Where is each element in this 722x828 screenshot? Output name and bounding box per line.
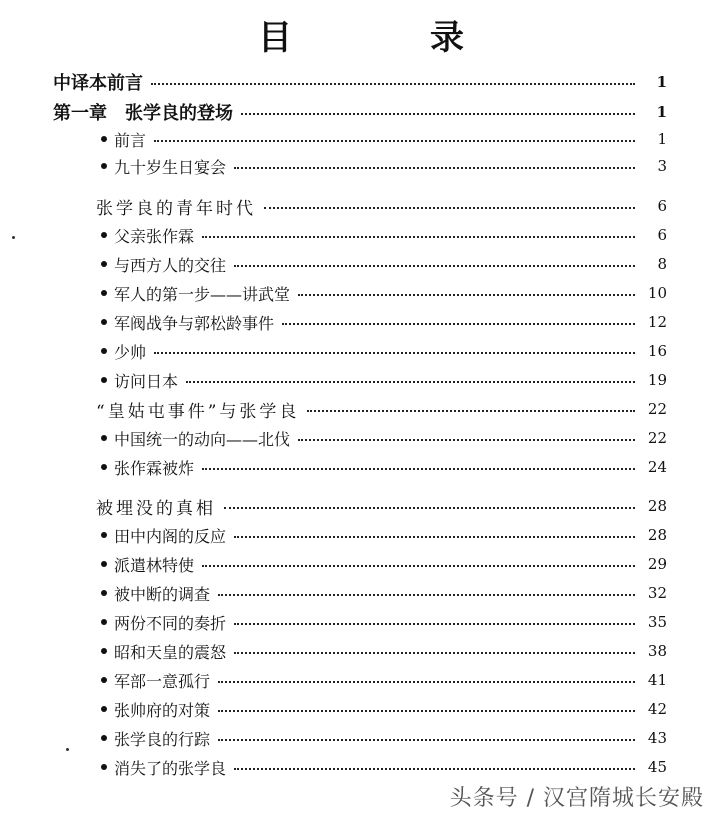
bullet-icon — [101, 619, 107, 625]
bullet-icon — [101, 348, 107, 354]
dot-leader — [307, 410, 635, 412]
dot-leader — [282, 323, 635, 325]
toc-entry-page: 24 — [647, 458, 667, 476]
dot-leader — [202, 565, 635, 567]
toc-entry-page: 42 — [647, 700, 667, 718]
toc-entry-page: 38 — [647, 642, 667, 660]
dot-leader — [218, 681, 635, 683]
toc-entry-page: 29 — [647, 555, 667, 573]
toc-entry — [96, 397, 667, 421]
toc-entry-label: 九十岁生日宴会 — [114, 157, 227, 177]
bullet-icon — [101, 648, 107, 654]
dot-leader — [241, 113, 635, 115]
dot-leader — [234, 652, 635, 654]
toc-entry-page: 12 — [647, 313, 667, 331]
toc-entry-label: 父亲张作霖 — [114, 226, 195, 246]
dot-leader — [218, 594, 635, 596]
scan-speck — [12, 236, 15, 239]
toc-entry-label: 两份不同的奏折 — [114, 613, 227, 633]
dot-leader — [186, 381, 635, 383]
toc-entry — [101, 310, 667, 334]
bullet-icon — [101, 261, 107, 267]
dot-leader — [264, 207, 635, 209]
toc-entry — [101, 523, 667, 547]
toc-entry-label: 军阀战争与郭松龄事件 — [114, 313, 275, 333]
toc-entry-label: 被埋没的真相 — [96, 498, 216, 519]
bullet-icon — [101, 136, 107, 142]
dot-leader — [154, 352, 635, 354]
toc-entry — [101, 610, 667, 634]
toc-entry-label: 田中内阁的反应 — [114, 526, 227, 546]
page-title: 目 录 — [258, 18, 516, 58]
toc-entry — [101, 127, 667, 151]
toc-entry-label: 中国统一的动向——北伐 — [114, 429, 291, 449]
dot-leader — [234, 768, 635, 770]
toc-entry-label: “皇姑屯事件”与张学良 — [96, 401, 300, 422]
dot-leader — [234, 536, 635, 538]
toc-entry — [101, 455, 667, 479]
toc-entry-label: 少帅 — [114, 342, 147, 362]
bullet-icon — [101, 232, 107, 238]
bullet-icon — [101, 435, 107, 441]
toc-entry — [101, 339, 667, 363]
toc-entry-label: 昭和天皇的震怒 — [114, 642, 227, 662]
toc-entry — [96, 194, 667, 218]
toc-entry-label: 军部一意孤行 — [114, 671, 211, 691]
toc-entry-label: 张作霖被炸 — [114, 458, 195, 478]
toc-entry-label: 访问日本 — [114, 371, 179, 391]
dot-leader — [218, 710, 635, 712]
dot-leader — [298, 439, 635, 441]
toc-entry-page: 43 — [647, 729, 667, 747]
toc-entry — [101, 726, 667, 750]
watermark: 头条号 / 汉宫隋城长安殿 — [449, 786, 704, 811]
toc-entry-page: 22 — [647, 400, 667, 418]
dot-leader — [234, 623, 635, 625]
bullet-icon — [101, 464, 107, 470]
toc-entry-page: 1 — [656, 73, 667, 91]
scan-speck — [66, 748, 69, 751]
toc-entry — [101, 154, 667, 178]
bullet-icon — [101, 163, 107, 169]
toc-entry — [101, 552, 667, 576]
toc-entry — [101, 639, 667, 663]
toc-entry-page: 6 — [657, 197, 667, 215]
toc-entry-label: 消失了的张学良 — [114, 758, 227, 778]
toc-entry-label: 中译本前言 — [53, 73, 143, 94]
bullet-icon — [101, 377, 107, 383]
dot-leader — [151, 83, 635, 85]
toc-entry — [101, 368, 667, 392]
dot-leader — [224, 507, 635, 509]
toc-entry — [101, 426, 667, 450]
toc-entry-page: 19 — [647, 371, 667, 389]
bullet-icon — [101, 764, 107, 770]
toc-entry-label: 与西方人的交往 — [114, 255, 227, 275]
dot-leader — [154, 140, 635, 142]
toc-entry-label: 张学良的行踪 — [114, 729, 211, 749]
toc-entry-page: 16 — [647, 342, 667, 360]
dot-leader — [234, 167, 635, 169]
dot-leader — [234, 265, 635, 267]
toc-entry-page: 1 — [656, 103, 667, 121]
toc-entry — [53, 70, 667, 94]
toc-entry-label: 第一章 张学良的登场 — [53, 103, 233, 124]
dot-leader — [202, 468, 635, 470]
bullet-icon — [101, 735, 107, 741]
toc-entry-page: 10 — [647, 284, 667, 302]
toc-entry-page: 32 — [647, 584, 667, 602]
toc-entry-page: 28 — [647, 526, 667, 544]
bullet-icon — [101, 561, 107, 567]
toc-entry — [101, 697, 667, 721]
toc-entry-label: 前言 — [114, 130, 147, 150]
toc-entry-page: 6 — [657, 226, 667, 244]
toc-entry-page: 8 — [657, 255, 667, 273]
toc-entry-page: 28 — [647, 497, 667, 515]
bullet-icon — [101, 532, 107, 538]
dot-leader — [202, 236, 635, 238]
toc-entry-page: 41 — [647, 671, 667, 689]
toc-entry-page: 35 — [647, 613, 667, 631]
toc-entry — [101, 581, 667, 605]
dot-leader — [298, 294, 635, 296]
toc-entry — [101, 223, 667, 247]
toc-entry-label: 军人的第一步——讲武堂 — [114, 284, 291, 304]
toc-entry — [101, 755, 667, 779]
toc-entry-page: 45 — [647, 758, 667, 776]
toc-entry-label: 被中断的调查 — [114, 584, 211, 604]
toc-entry — [101, 668, 667, 692]
bullet-icon — [101, 706, 107, 712]
toc-entry — [96, 494, 667, 518]
bullet-icon — [101, 319, 107, 325]
toc-entry — [53, 100, 667, 124]
toc-entry — [101, 252, 667, 276]
toc-entry-label: 派遣林特使 — [114, 555, 195, 575]
bullet-icon — [101, 590, 107, 596]
dot-leader — [218, 739, 635, 741]
bullet-icon — [101, 290, 107, 296]
toc-entry-page: 3 — [657, 157, 667, 175]
toc-entry-label: 张帅府的对策 — [114, 700, 211, 720]
toc-entry — [101, 281, 667, 305]
toc-entry-page: 1 — [657, 130, 667, 148]
bullet-icon — [101, 677, 107, 683]
toc-entry-label: 张学良的青年时代 — [96, 198, 256, 219]
toc-entry-page: 22 — [647, 429, 667, 447]
